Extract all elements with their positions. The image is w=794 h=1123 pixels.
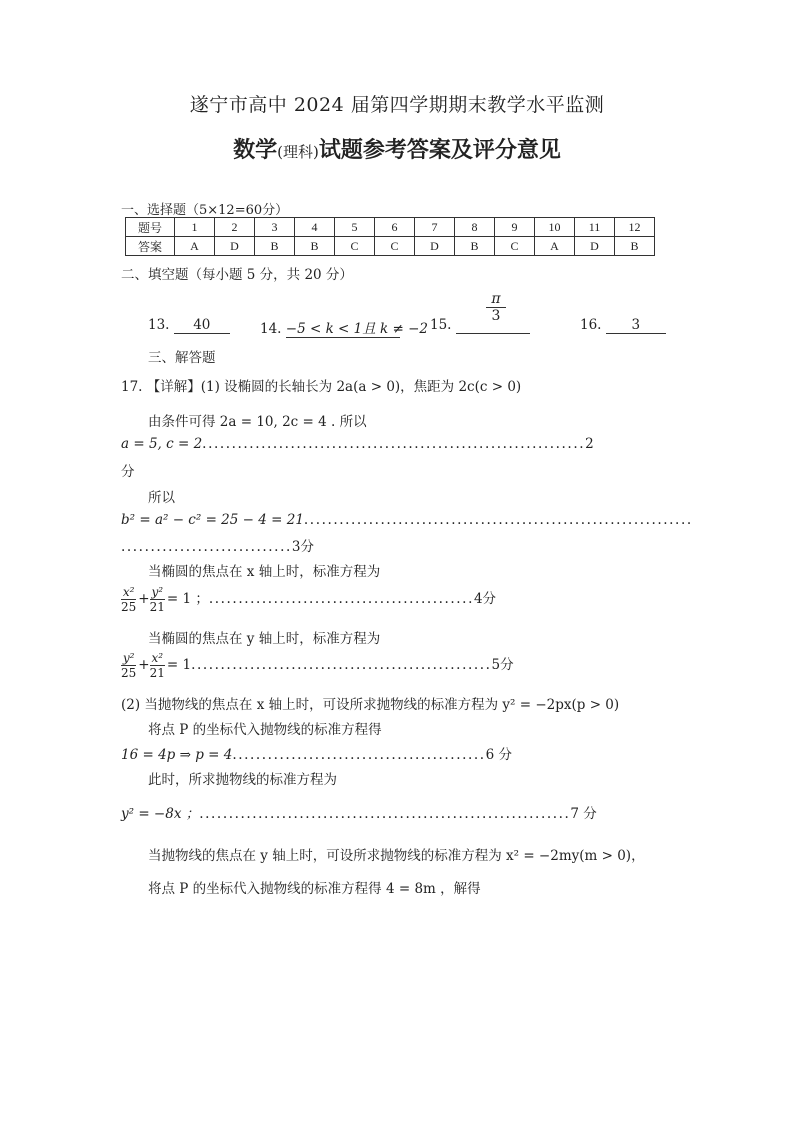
question-number-cell: 12 xyxy=(615,218,655,237)
question-number-cell: 11 xyxy=(575,218,615,237)
dots: ............................................................... xyxy=(199,806,571,822)
q14-answer: −5 < k < 1且 k ≠ −2 xyxy=(286,317,400,338)
question-number-cell: 1 xyxy=(175,218,215,237)
answer-cell: A xyxy=(175,237,215,256)
ellipse-eq-x: $\frac{\text{x²}}{25}$ + $\frac{\text{y²}}{21}$ = 1 ；.............................................4分 xyxy=(121,585,497,614)
title-subject-type: 理科 xyxy=(282,143,313,161)
expr-ac: a = 5, c = 2 xyxy=(121,436,203,452)
exam-header-line1: 遂宁市高中 2024 届第四学期期末教学水平监测 xyxy=(189,94,605,116)
dots: ............................. xyxy=(121,539,292,555)
section2-title: 二、填空题（每小题 5 分，共 20 分） xyxy=(121,267,353,283)
question-number-cell: 7 xyxy=(415,218,455,237)
expr-p: 16 = 4p ⇒ p = 4 xyxy=(121,747,233,763)
q15-answer xyxy=(486,291,506,324)
dots: ........................................... xyxy=(232,747,486,763)
q17-step-b xyxy=(121,512,693,528)
expr-parabola: y² = −8x ； xyxy=(121,806,200,822)
fraction: $\frac{\text{y²}}{21}$ xyxy=(149,585,165,614)
fraction: $\frac{\text{y²}}{25}$ xyxy=(121,651,137,680)
part2-intro: (2) 当抛物线的焦点在 x 轴上时，可设所求抛物线的标准方程为 y² = −2px(p > 0) xyxy=(121,697,620,713)
q13 xyxy=(148,317,230,334)
answer-cell: B xyxy=(255,237,295,256)
answer-cell: C xyxy=(375,237,415,256)
part2-case-y-substitute: 将点 P 的坐标代入抛物线的标准方程得 4 = 8m ，解得 xyxy=(148,881,481,897)
section3-title: 三、解答题 xyxy=(148,350,216,366)
q15-denominator: 3 xyxy=(491,308,501,324)
q17-step-b-score xyxy=(121,535,314,555)
part2-result-eq xyxy=(121,802,597,822)
answer-cell: B xyxy=(455,237,495,256)
case-x-axis: 当椭圆的焦点在 x 轴上时，标准方程为 xyxy=(148,564,381,580)
ellipse-eq-y: $\frac{\text{y²}}{25}$ + $\frac{\text{x²}}{21}$ = 1...................................................5分 xyxy=(121,651,514,680)
title-subject: 数学 xyxy=(233,137,278,163)
part2-step-p xyxy=(121,743,512,763)
q13-answer: 40 xyxy=(174,317,230,334)
title-rest: 试题参考答案及评分意见 xyxy=(318,137,561,163)
q16-label: 16. xyxy=(580,317,602,333)
exam-header-line2 xyxy=(0,133,794,164)
score: 4分 xyxy=(473,591,497,607)
part2-case-y: 当抛物线的焦点在 y 轴上时，可设所求抛物线的标准方程为 x² = −2my(m > 0)， xyxy=(148,848,645,864)
q16 xyxy=(580,317,666,334)
q17-intro: 17. 【详解】(1) 设椭圆的长轴长为 2a(a > 0)，焦距为 2c(c > 0) xyxy=(121,379,522,395)
row-label: 答案 xyxy=(126,237,175,256)
part2-result-text: 此时，所求抛物线的标准方程为 xyxy=(148,772,337,788)
q16-answer: 3 xyxy=(606,317,666,334)
dots: ................................................... xyxy=(191,657,492,673)
question-number-cell: 5 xyxy=(335,218,375,237)
case-y-axis: 当椭圆的焦点在 y 轴上时，标准方程为 xyxy=(148,631,381,647)
answer-cell: B xyxy=(295,237,335,256)
q14-label: 14. xyxy=(260,321,282,337)
question-number-cell: 6 xyxy=(375,218,415,237)
row-label: 题号 xyxy=(126,218,175,237)
eq-tail: = 1 ； xyxy=(166,591,209,607)
text-suoyi: 所以 xyxy=(148,490,175,506)
answer-cell: A xyxy=(535,237,575,256)
question-number-cell: 2 xyxy=(215,218,255,237)
fraction: $\frac{\text{x²}}{25}$ xyxy=(121,585,137,614)
dots: ................................................................. xyxy=(202,436,586,452)
fraction: $\frac{\text{x²}}{21}$ xyxy=(149,651,165,680)
q15 xyxy=(430,317,530,334)
score: 7 分 xyxy=(570,806,597,822)
answer-cell: D xyxy=(415,237,455,256)
dots: .................................................................. xyxy=(303,512,693,528)
answer-cell: D xyxy=(215,237,255,256)
expr-b: b² = a² − c² = 25 − 4 = 21 xyxy=(121,512,304,528)
q15-label: 15. xyxy=(430,317,452,333)
q17-given: 由条件可得 2a = 10, 2c = 4 . 所以 xyxy=(148,414,367,430)
question-number-cell: 4 xyxy=(295,218,335,237)
title-paren-right: ) xyxy=(313,143,319,161)
score-unit: 分 xyxy=(121,464,135,480)
answer-cell: C xyxy=(335,237,375,256)
score: 2 xyxy=(585,436,594,452)
question-number-cell: 9 xyxy=(495,218,535,237)
q15-numerator: π xyxy=(486,291,506,308)
answer-cell: C xyxy=(495,237,535,256)
q13-label: 13. xyxy=(148,317,170,333)
part2-substitute: 将点 P 的坐标代入抛物线的标准方程得 xyxy=(148,722,382,738)
question-number-row xyxy=(126,218,655,237)
answer-table xyxy=(125,217,655,256)
score: 3分 xyxy=(291,539,314,555)
score: 5分 xyxy=(491,657,514,673)
question-number-cell: 3 xyxy=(255,218,295,237)
answer-cell: D xyxy=(575,237,615,256)
q17-step-ac xyxy=(121,436,594,452)
q14 xyxy=(260,317,429,338)
score: 6 分 xyxy=(485,747,513,763)
eq-tail: = 1 xyxy=(166,657,192,673)
question-number-cell: 10 xyxy=(535,218,575,237)
title-paren-left: ( xyxy=(277,143,283,161)
answer-row xyxy=(126,237,655,256)
answer-cell: B xyxy=(615,237,655,256)
section1-title: 一、选择题（5×12=60分） xyxy=(121,203,289,218)
dots: ............................................. xyxy=(208,591,474,607)
question-number-cell: 8 xyxy=(455,218,495,237)
